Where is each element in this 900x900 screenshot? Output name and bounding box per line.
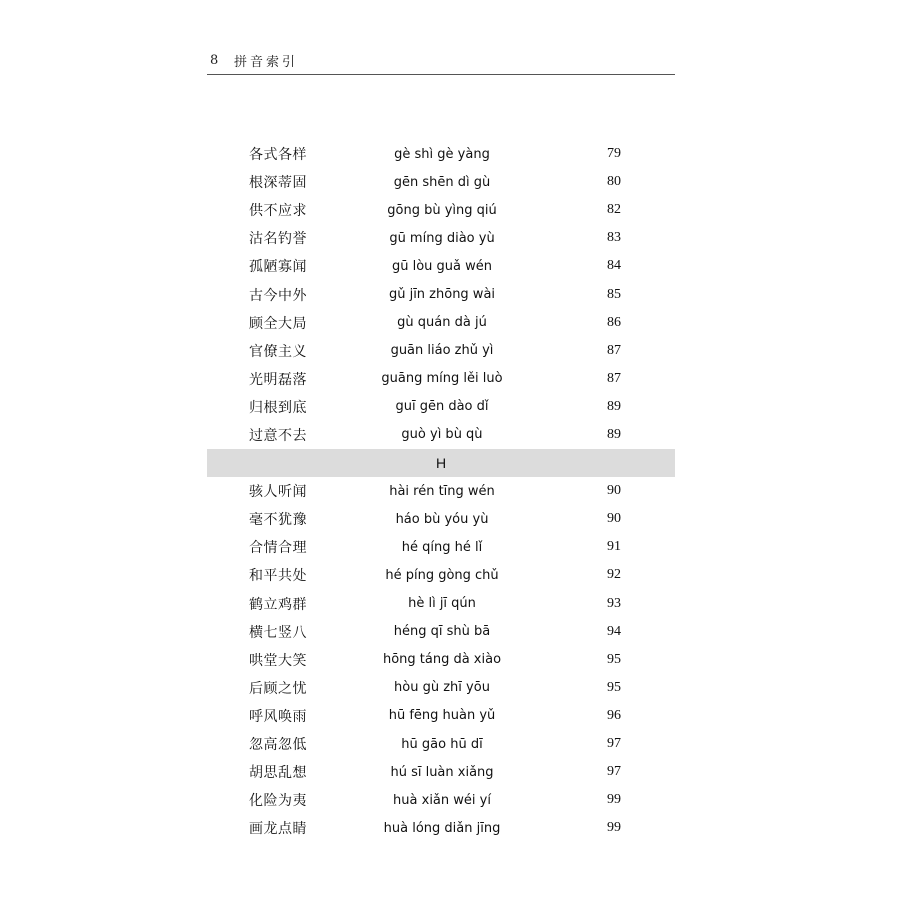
- page-reference: 82: [607, 202, 621, 218]
- idiom-text: 化险为夷: [249, 793, 307, 810]
- page-reference: 95: [607, 679, 621, 695]
- page-reference: 92: [607, 567, 621, 583]
- index-entry-row: [207, 505, 675, 533]
- page-reference: 96: [607, 707, 621, 723]
- page-reference: 91: [607, 539, 621, 555]
- page-reference: 90: [607, 483, 621, 499]
- pinyin-text: hòu gù zhī yōu: [394, 680, 490, 696]
- index-entry-row: [207, 168, 675, 196]
- pinyin-text: guān liáo zhǔ yì: [390, 343, 494, 359]
- letter-heading-bar: [207, 449, 675, 477]
- idiom-text: 横七竖八: [249, 624, 307, 641]
- page-reference: 84: [607, 258, 621, 274]
- pinyin-text: gū lòu guǎ wén: [391, 258, 493, 274]
- pinyin-text: gōng bù yìng qiú: [387, 202, 497, 218]
- page-reference: 94: [607, 623, 621, 639]
- idiom-text: 呼风唤雨: [249, 708, 307, 725]
- pinyin-text: héng qī shù bā: [393, 624, 491, 640]
- pinyin-text: háo bù yóu yù: [395, 511, 489, 527]
- header-rule: [207, 74, 675, 75]
- idiom-text: 哄堂大笑: [249, 652, 307, 669]
- pinyin-text: hū fēng huàn yǔ: [388, 708, 496, 724]
- page-reference: 87: [607, 370, 621, 386]
- page-number: 8: [210, 52, 219, 68]
- index-entry-row: [207, 309, 675, 337]
- page-reference: 95: [607, 651, 621, 667]
- index-entry-row: [207, 758, 675, 786]
- pinyin-text: hé píng gòng chǔ: [385, 567, 499, 583]
- index-entry-row: [207, 674, 675, 702]
- pinyin-text: gè shì gè yàng: [394, 146, 490, 162]
- page-reference: 87: [607, 342, 621, 358]
- pinyin-text: gǔ jīn zhōng wài: [388, 287, 496, 303]
- page-reference: 90: [607, 511, 621, 527]
- pinyin-text: hè lì jī qún: [408, 596, 476, 612]
- pinyin-text: gēn shēn dì gù: [393, 174, 491, 190]
- pinyin-text: gū míng diào yù: [389, 230, 495, 246]
- idiom-text: 光明磊落: [249, 371, 307, 388]
- pinyin-text: hú sī luàn xiǎng: [390, 764, 494, 780]
- letter-heading: H: [435, 455, 447, 472]
- idiom-text: 画龙点睛: [249, 821, 307, 838]
- pinyin-text: guò yì bù qù: [401, 427, 483, 443]
- idiom-text: 骇人听闻: [249, 484, 307, 501]
- index-entry-row: [207, 533, 675, 561]
- idiom-text: 供不应求: [249, 203, 307, 220]
- index-entry-row: [207, 702, 675, 730]
- running-head: [207, 49, 675, 71]
- page-reference: 99: [607, 820, 621, 836]
- pinyin-text: hū gāo hū dī: [401, 736, 483, 752]
- idiom-text: 各式各样: [249, 147, 307, 164]
- idiom-text: 后顾之忧: [249, 680, 307, 697]
- idiom-text: 沽名钓誉: [249, 231, 307, 248]
- page-reference: 85: [607, 286, 621, 302]
- page-reference: 89: [607, 398, 621, 414]
- page-reference: 89: [607, 426, 621, 442]
- page-reference: 79: [607, 146, 621, 162]
- index-entry-row: [207, 477, 675, 505]
- idiom-text: 毫不犹豫: [249, 512, 307, 529]
- index-entry-row: [207, 196, 675, 224]
- pinyin-text: huà xiǎn wéi yí: [393, 792, 491, 808]
- idiom-text: 合情合理: [249, 540, 307, 557]
- idiom-text: 顾全大局: [249, 315, 307, 332]
- index-entry-row: [207, 421, 675, 449]
- index-entry-row: [207, 786, 675, 814]
- page-reference: 86: [607, 314, 621, 330]
- idiom-text: 忽高忽低: [249, 737, 307, 754]
- index-entry-row: [207, 337, 675, 365]
- idiom-text: 和平共处: [249, 568, 307, 585]
- index-entry-row: [207, 224, 675, 252]
- index-entry-row: [207, 280, 675, 308]
- section-title: 拼音索引: [234, 54, 299, 70]
- idiom-text: 归根到底: [249, 399, 307, 416]
- index-entry-row: [207, 618, 675, 646]
- pinyin-text: guī gēn dào dǐ: [395, 399, 489, 415]
- page-reference: 99: [607, 792, 621, 808]
- idiom-text: 孤陋寡闻: [249, 259, 307, 276]
- idiom-text: 根深蒂固: [249, 175, 307, 192]
- pinyin-text: hōng táng dà xiào: [382, 652, 502, 668]
- page-reference: 93: [607, 595, 621, 611]
- pinyin-text: hài rén tīng wén: [389, 483, 495, 499]
- pinyin-text: gù quán dà jú: [397, 315, 487, 331]
- pinyin-text: guāng míng lěi luò: [381, 371, 503, 387]
- idiom-text: 古今中外: [249, 287, 307, 304]
- index-entry-row: [207, 365, 675, 393]
- pinyin-text: hé qíng hé lǐ: [401, 539, 483, 555]
- idiom-text: 鹤立鸡群: [249, 596, 307, 613]
- index-entry-row: [207, 252, 675, 280]
- idiom-text: 胡思乱想: [249, 765, 307, 782]
- idiom-text: 官僚主义: [249, 343, 307, 360]
- page-reference: 97: [607, 764, 621, 780]
- index-entry-row: [207, 561, 675, 589]
- index-entry-row: [207, 730, 675, 758]
- page-reference: 80: [607, 174, 621, 190]
- idiom-text: 过意不去: [249, 427, 307, 444]
- index-entry-row: [207, 140, 675, 168]
- index-entry-row: [207, 814, 675, 842]
- index-entry-row: [207, 646, 675, 674]
- pinyin-index-list: [207, 140, 675, 842]
- index-entry-row: [207, 590, 675, 618]
- pinyin-text: huà lóng diǎn jīng: [383, 820, 501, 836]
- page-reference: 97: [607, 736, 621, 752]
- index-entry-row: [207, 393, 675, 421]
- page-reference: 83: [607, 230, 621, 246]
